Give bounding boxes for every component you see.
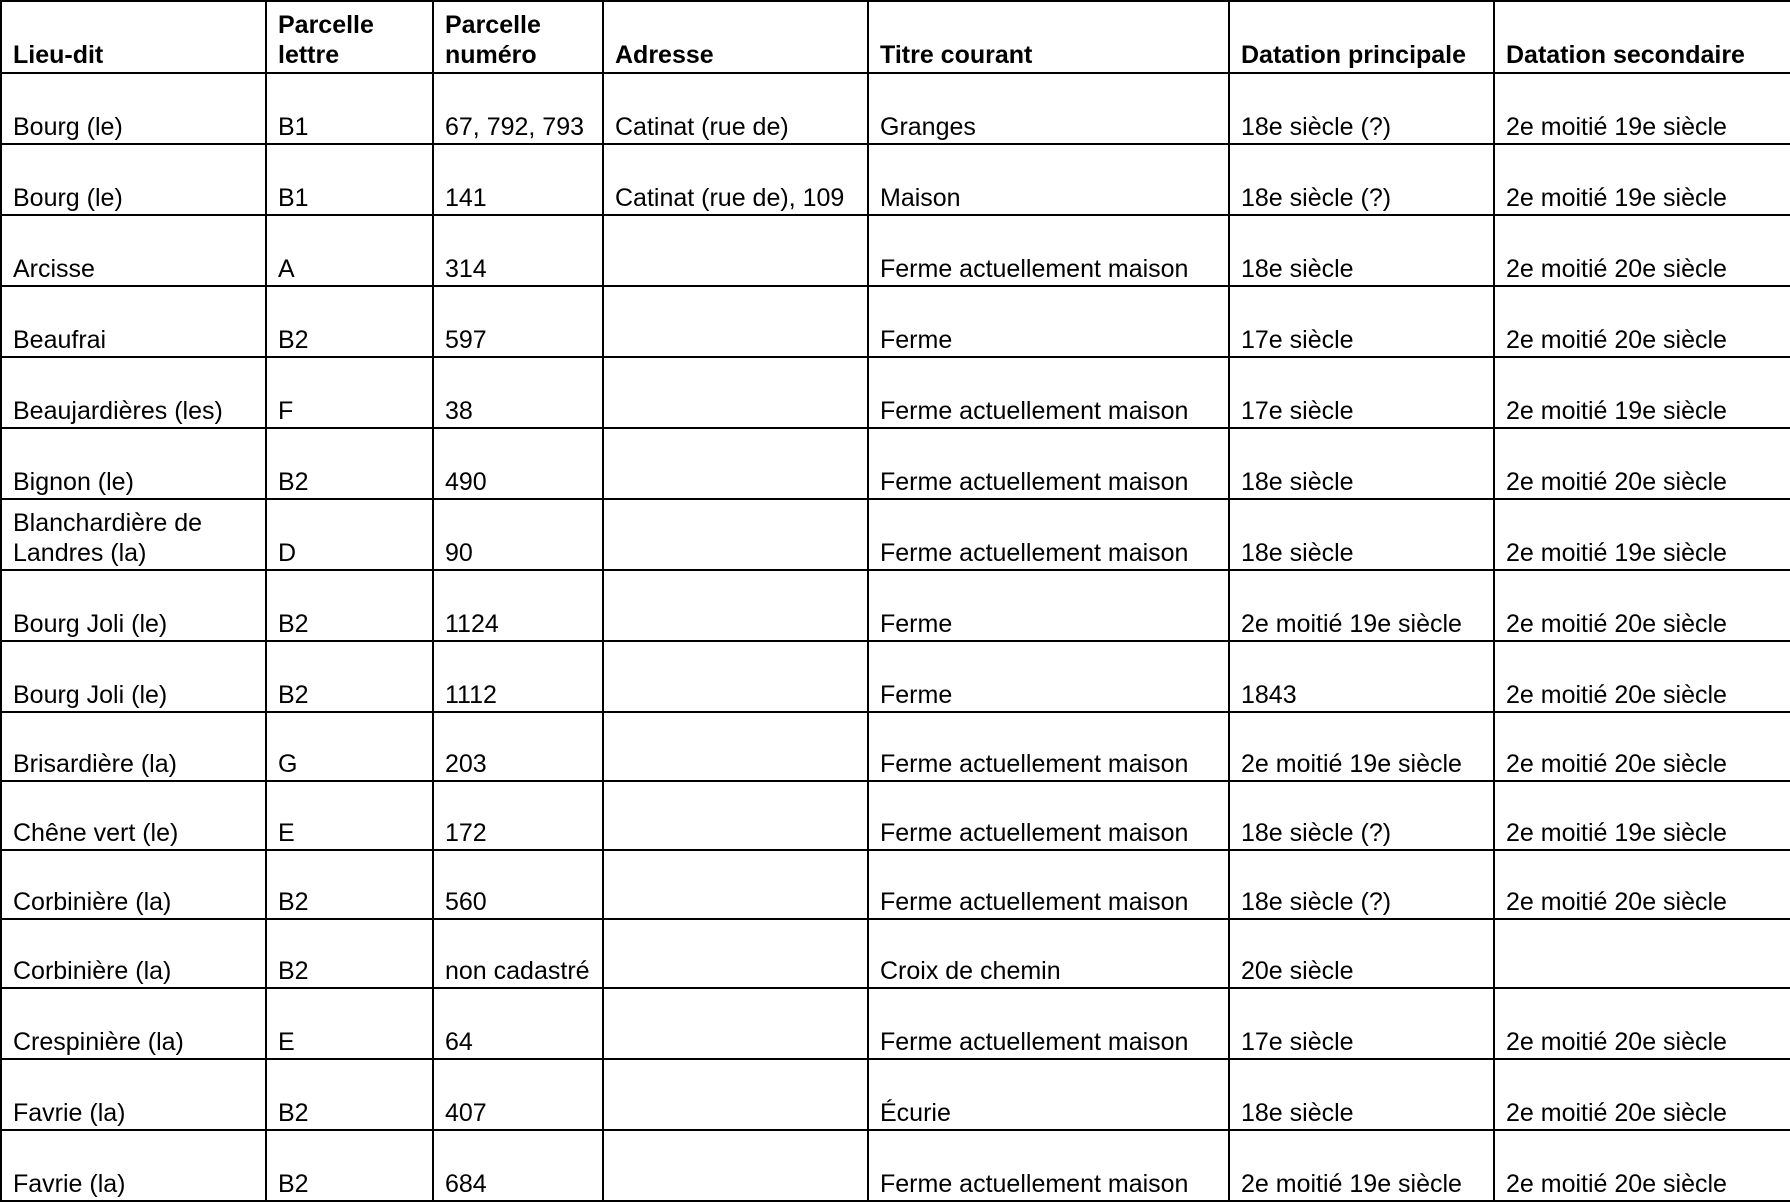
header-parcelle-numero: Parcelle numéro xyxy=(433,1,603,73)
cell-titre-courant: Ferme xyxy=(868,641,1229,712)
cell-titre-courant: Ferme actuellement maison xyxy=(868,988,1229,1059)
cell-lieu-dit: Bourg Joli (le) xyxy=(1,641,266,712)
cell-titre-courant: Ferme xyxy=(868,570,1229,641)
header-titre-courant: Titre courant xyxy=(868,1,1229,73)
cell-parcelle-numero: 38 xyxy=(433,357,603,428)
cell-datation-secondaire: 2e moitié 20e siècle xyxy=(1494,1059,1790,1130)
cell-lieu-dit: Beaujardières (les) xyxy=(1,357,266,428)
cell-datation-secondaire: 2e moitié 19e siècle xyxy=(1494,144,1790,215)
cell-adresse xyxy=(603,428,868,499)
cell-adresse xyxy=(603,215,868,286)
table-row xyxy=(1,988,1790,1059)
table-row xyxy=(1,357,1790,428)
table-row xyxy=(1,850,1790,919)
cell-lieu-dit: Crespinière (la) xyxy=(1,988,266,1059)
cell-parcelle-numero: 90 xyxy=(433,499,603,570)
table-row xyxy=(1,570,1790,641)
cell-datation-principale: 17e siècle xyxy=(1229,357,1494,428)
cell-parcelle-lettre: B2 xyxy=(266,570,433,641)
table-row xyxy=(1,641,1790,712)
cell-datation-principale: 2e moitié 19e siècle xyxy=(1229,570,1494,641)
cell-lieu-dit: Chêne vert (le) xyxy=(1,781,266,850)
cell-adresse: Catinat (rue de) xyxy=(603,73,868,144)
cell-titre-courant: Ferme actuellement maison xyxy=(868,357,1229,428)
table-row xyxy=(1,215,1790,286)
cell-parcelle-lettre: B2 xyxy=(266,1130,433,1201)
cell-adresse xyxy=(603,286,868,357)
cell-datation-secondaire: 2e moitié 19e siècle xyxy=(1494,781,1790,850)
cell-parcelle-lettre: D xyxy=(266,499,433,570)
cell-parcelle-numero: 141 xyxy=(433,144,603,215)
cell-datation-principale: 18e siècle (?) xyxy=(1229,850,1494,919)
table-row xyxy=(1,1130,1790,1201)
cell-datation-secondaire: 2e moitié 20e siècle xyxy=(1494,215,1790,286)
cell-datation-secondaire: 2e moitié 20e siècle xyxy=(1494,850,1790,919)
cell-parcelle-lettre: B1 xyxy=(266,73,433,144)
cell-parcelle-numero: 1112 xyxy=(433,641,603,712)
header-adresse: Adresse xyxy=(603,1,868,73)
cell-datation-secondaire xyxy=(1494,919,1790,988)
cell-adresse xyxy=(603,357,868,428)
cell-parcelle-lettre: B2 xyxy=(266,1059,433,1130)
cell-adresse xyxy=(603,1130,868,1201)
cell-adresse xyxy=(603,850,868,919)
cell-parcelle-lettre: B2 xyxy=(266,286,433,357)
cell-lieu-dit: Bourg Joli (le) xyxy=(1,570,266,641)
cell-titre-courant: Maison xyxy=(868,144,1229,215)
cell-datation-secondaire: 2e moitié 19e siècle xyxy=(1494,357,1790,428)
header-datation-principale: Datation principale xyxy=(1229,1,1494,73)
cell-datation-principale: 2e moitié 19e siècle xyxy=(1229,712,1494,781)
table-row xyxy=(1,428,1790,499)
header-row xyxy=(1,1,1790,73)
cell-datation-principale: 18e siècle xyxy=(1229,1059,1494,1130)
cell-parcelle-lettre: G xyxy=(266,712,433,781)
cell-titre-courant: Ferme actuellement maison xyxy=(868,850,1229,919)
cell-datation-principale: 20e siècle xyxy=(1229,919,1494,988)
cell-lieu-dit: Arcisse xyxy=(1,215,266,286)
cell-titre-courant: Écurie xyxy=(868,1059,1229,1130)
cell-datation-principale: 2e moitié 19e siècle xyxy=(1229,1130,1494,1201)
cell-datation-principale: 18e siècle xyxy=(1229,428,1494,499)
table-body xyxy=(1,73,1790,1201)
cell-adresse xyxy=(603,499,868,570)
cell-datation-secondaire: 2e moitié 20e siècle xyxy=(1494,988,1790,1059)
header-lieu-dit: Lieu-dit xyxy=(1,1,266,73)
table-row xyxy=(1,712,1790,781)
header-datation-secondaire: Datation secondaire xyxy=(1494,1,1790,73)
table-row xyxy=(1,144,1790,215)
cell-lieu-dit: Bourg (le) xyxy=(1,73,266,144)
cell-titre-courant: Ferme actuellement maison xyxy=(868,1130,1229,1201)
cell-parcelle-lettre: E xyxy=(266,988,433,1059)
table-row xyxy=(1,499,1790,570)
cell-lieu-dit: Corbinière (la) xyxy=(1,850,266,919)
cell-datation-secondaire: 2e moitié 20e siècle xyxy=(1494,570,1790,641)
cell-datation-secondaire: 2e moitié 20e siècle xyxy=(1494,641,1790,712)
cell-lieu-dit: Bourg (le) xyxy=(1,144,266,215)
cell-titre-courant: Granges xyxy=(868,73,1229,144)
cell-parcelle-numero: 67, 792, 793 xyxy=(433,73,603,144)
cell-parcelle-numero: 203 xyxy=(433,712,603,781)
cell-parcelle-numero: 560 xyxy=(433,850,603,919)
cell-adresse: Catinat (rue de), 109 xyxy=(603,144,868,215)
cell-adresse xyxy=(603,919,868,988)
cell-adresse xyxy=(603,641,868,712)
cell-datation-principale: 18e siècle xyxy=(1229,499,1494,570)
cell-parcelle-lettre: E xyxy=(266,781,433,850)
cell-titre-courant: Ferme actuellement maison xyxy=(868,781,1229,850)
table-row xyxy=(1,1059,1790,1130)
cell-lieu-dit: Favrie (la) xyxy=(1,1130,266,1201)
cell-lieu-dit: Brisardière (la) xyxy=(1,712,266,781)
cell-parcelle-numero: 1124 xyxy=(433,570,603,641)
cell-parcelle-lettre: A xyxy=(266,215,433,286)
cell-datation-principale: 18e siècle (?) xyxy=(1229,73,1494,144)
cell-datation-secondaire: 2e moitié 20e siècle xyxy=(1494,286,1790,357)
cell-titre-courant: Ferme actuellement maison xyxy=(868,428,1229,499)
cell-parcelle-numero: 490 xyxy=(433,428,603,499)
cell-datation-principale: 18e siècle (?) xyxy=(1229,144,1494,215)
cell-parcelle-numero: non cadastré xyxy=(433,919,603,988)
cell-datation-secondaire: 2e moitié 19e siècle xyxy=(1494,73,1790,144)
table-row xyxy=(1,781,1790,850)
cell-titre-courant: Ferme actuellement maison xyxy=(868,499,1229,570)
cell-datation-principale: 17e siècle xyxy=(1229,988,1494,1059)
cell-parcelle-numero: 684 xyxy=(433,1130,603,1201)
cell-parcelle-lettre: B2 xyxy=(266,641,433,712)
cell-adresse xyxy=(603,988,868,1059)
cell-lieu-dit: Bignon (le) xyxy=(1,428,266,499)
cell-datation-principale: 18e siècle xyxy=(1229,215,1494,286)
cell-adresse xyxy=(603,570,868,641)
header-parcelle-lettre: Parcelle lettre xyxy=(266,1,433,73)
cell-parcelle-numero: 172 xyxy=(433,781,603,850)
cell-parcelle-numero: 64 xyxy=(433,988,603,1059)
cell-titre-courant: Ferme xyxy=(868,286,1229,357)
cell-lieu-dit: Blanchardière de Landres (la) xyxy=(1,499,266,570)
cell-datation-principale: 1843 xyxy=(1229,641,1494,712)
cell-parcelle-lettre: B2 xyxy=(266,850,433,919)
cell-datation-principale: 17e siècle xyxy=(1229,286,1494,357)
cell-datation-secondaire: 2e moitié 19e siècle xyxy=(1494,499,1790,570)
cell-titre-courant: Croix de chemin xyxy=(868,919,1229,988)
cell-adresse xyxy=(603,1059,868,1130)
cell-datation-principale: 18e siècle (?) xyxy=(1229,781,1494,850)
table-row xyxy=(1,919,1790,988)
cell-parcelle-numero: 314 xyxy=(433,215,603,286)
cell-lieu-dit: Corbinière (la) xyxy=(1,919,266,988)
cell-parcelle-numero: 407 xyxy=(433,1059,603,1130)
table-row xyxy=(1,73,1790,144)
cell-parcelle-lettre: B1 xyxy=(266,144,433,215)
cell-lieu-dit: Beaufrai xyxy=(1,286,266,357)
cell-adresse xyxy=(603,712,868,781)
cell-parcelle-lettre: B2 xyxy=(266,919,433,988)
cell-datation-secondaire: 2e moitié 20e siècle xyxy=(1494,712,1790,781)
table-row xyxy=(1,286,1790,357)
cell-parcelle-lettre: B2 xyxy=(266,428,433,499)
cell-lieu-dit: Favrie (la) xyxy=(1,1059,266,1130)
cell-datation-secondaire: 2e moitié 20e siècle xyxy=(1494,428,1790,499)
cell-titre-courant: Ferme actuellement maison xyxy=(868,215,1229,286)
cell-adresse xyxy=(603,781,868,850)
cell-datation-secondaire: 2e moitié 20e siècle xyxy=(1494,1130,1790,1201)
cell-parcelle-lettre: F xyxy=(266,357,433,428)
cell-titre-courant: Ferme actuellement maison xyxy=(868,712,1229,781)
cell-parcelle-numero: 597 xyxy=(433,286,603,357)
